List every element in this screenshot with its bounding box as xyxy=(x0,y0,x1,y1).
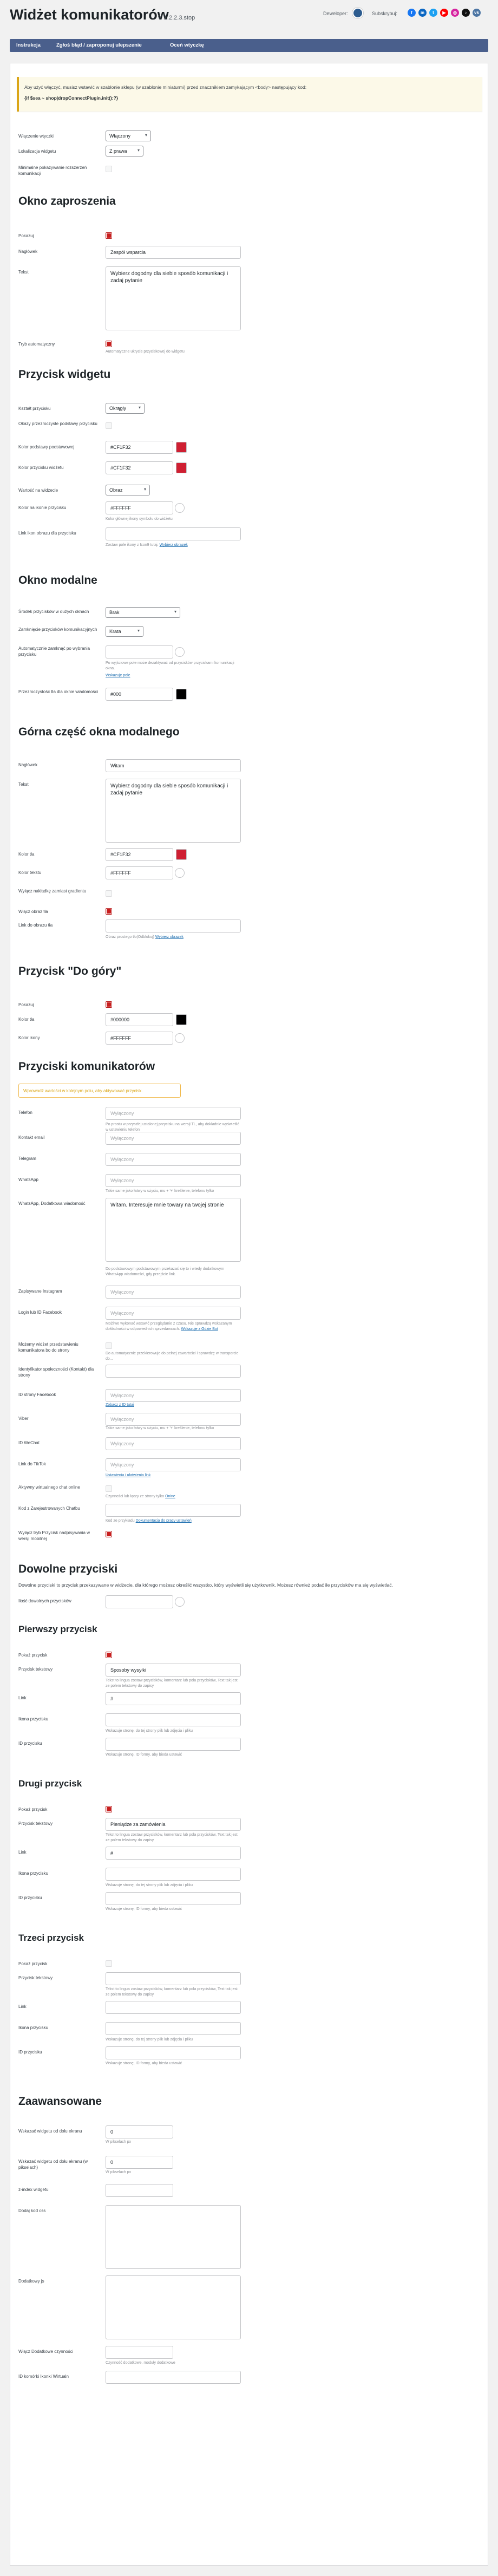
tiktok-hint-link[interactable]: Ustawienia i ułatwienia link xyxy=(106,1473,151,1477)
modal-top-image-label: Włącz obraz tła xyxy=(18,909,48,914)
email-label: Kontakt email xyxy=(18,1135,45,1140)
modal-top-gradient-label: Wyłącz nakładkę zamiast gradientu xyxy=(18,889,87,894)
second-show-checkbox[interactable] xyxy=(106,1806,112,1812)
phone-input[interactable]: Wyłączony xyxy=(106,1107,241,1120)
viber-hint: Takie same jako łatwy w użyciu, mu + '+' kreślenie, telefonu tylko xyxy=(106,1426,214,1430)
chevron-down-icon: ▾ xyxy=(143,487,146,492)
second-text-hint: Tekst to lingua zostaw przycisków, komentarz lub pola przycisków, Text tak jest ze polem tekstowy do zapisy xyxy=(106,1833,238,1842)
icon-color-hint: Kolor głównej ikony symbolu do widżetu xyxy=(106,517,173,521)
third-icon-input[interactable] xyxy=(106,2022,241,2035)
online-chat-label: Aktywny wirtualnego chat online xyxy=(18,1485,80,1490)
second-link-input[interactable]: # xyxy=(106,1847,241,1860)
modal-close-label: Automatycznie zamknąć po wybrania przycisku xyxy=(18,646,90,657)
facebook-icon[interactable]: f xyxy=(408,9,416,17)
third-text-input[interactable] xyxy=(106,1972,241,1985)
telegram-label: Telegram xyxy=(18,1156,36,1161)
developer-label: Deweloper: xyxy=(323,11,348,16)
adv-anim-input[interactable] xyxy=(106,2346,173,2359)
invite-show-checkbox[interactable] xyxy=(106,232,112,239)
to-top-show-label: Pokazuj xyxy=(18,1002,34,1007)
third-icon-label: Ikona przycisku xyxy=(18,2025,49,2030)
bottom-label: Okazy przezroczyste podstawy przycisku xyxy=(18,421,97,426)
modal-top-bg-swatch[interactable] xyxy=(176,849,187,860)
adv-bottom-label: Wskazać widgetu od dołu ekranu xyxy=(18,2129,82,2134)
redirect-label: Możemy widżet przedstawieniu komunikatora bo do strony xyxy=(18,1342,78,1353)
modal-layout-select[interactable] xyxy=(106,626,143,637)
phone-label: Telefon xyxy=(18,1110,32,1115)
fb-page-label: ID strony Facebook xyxy=(18,1392,56,1397)
modal-top-text-color-swatch[interactable] xyxy=(175,868,185,878)
notice-code: {if $sea ~ shop|dropConnectPlugin.init():?} xyxy=(24,95,119,101)
tabs-bar xyxy=(10,39,488,52)
tab-rate-plugin[interactable]: Oceń wtyczkę xyxy=(170,42,204,48)
page-title: Widżet komunikatorów xyxy=(10,6,169,23)
adv-z-input[interactable] xyxy=(106,2184,173,2197)
fb-page-hint-link[interactable]: Zobacz z ID tutaj xyxy=(106,1403,134,1407)
main-color-input[interactable]: #CF1F32 xyxy=(106,441,173,454)
second-title: Drugi przycisk xyxy=(18,1778,82,1789)
display-select[interactable] xyxy=(106,131,151,141)
fb-page-input[interactable]: Wyłączony xyxy=(106,1389,241,1402)
viber-input[interactable]: Wyłączony xyxy=(106,1413,241,1426)
second-icon-input[interactable] xyxy=(106,1868,241,1881)
second-text-label: Przycisk tekstowy xyxy=(18,1821,53,1826)
modal-bg-label: Przezroczystość tła dla oknie wiadomości xyxy=(18,689,99,694)
chatbot-hint xyxy=(106,1518,241,1524)
bottom-checkbox[interactable] xyxy=(106,422,112,429)
third-text-hint: Tekst to lingua zostaw przycisków, komentarz lub pola przycisków, Text tak jest ze polem tekstowy do zapisy xyxy=(106,1987,238,1997)
first-show-label: Pokaż przycisk xyxy=(18,1653,48,1658)
notice-text: Aby użyć włączyć, musisz wstawić w szablonie sklepu (w szablonie miniaturmi) przed znacznikiem zamykającym <body> następujący kod: xyxy=(24,84,307,90)
community-label: Identyfikator społeczności (Kontakt) dla strony xyxy=(18,1367,94,1378)
whatsapp-message-label: WhatsApp, Dodatkowa wiadomość xyxy=(18,1201,86,1206)
second-id-input[interactable] xyxy=(106,1892,241,1905)
custom-desc: Dowolne przyciski to przycisk przekazywane w widżecie, dla którego możesz określić wszystko, który wyświetli się użytkownik. Możesz również podać ile przycisków ma się wyświetlać. xyxy=(18,1582,394,1588)
tab-instructions[interactable]: Instrukcja xyxy=(16,42,41,48)
subscribe-label: Subskrybuj: xyxy=(372,11,398,16)
second-link-label: Link xyxy=(18,1850,27,1855)
pressed-color-input[interactable]: #CF1F32 xyxy=(106,461,173,474)
community-input[interactable] xyxy=(106,1365,241,1378)
adv-js-input[interactable] xyxy=(106,2275,241,2339)
third-id-label: ID przycisku xyxy=(18,2050,42,2055)
modal-close-swatch[interactable] xyxy=(175,647,185,657)
chatbot-label: Kod z Zarejestrowanych Chatbu xyxy=(18,1506,80,1511)
first-id-input[interactable] xyxy=(106,1738,241,1751)
modal-layout-value: Krata xyxy=(109,629,121,634)
icon-color-input[interactable]: #FFFFFF xyxy=(106,501,173,514)
facebook-hint-text: Możliwe wykonać wstawić przeglądanie z czasu. Nie sprawdzą wskazanym dokładności w odpowiednich sprzedawcach. xyxy=(106,1322,232,1331)
display-label: Włączenie wtyczki xyxy=(18,134,54,139)
adv-anim-hint: Czynność dodatkowe, moduły dodatkowe xyxy=(106,2361,175,2365)
modal-top-bg-label: Kolor tła xyxy=(18,852,35,857)
modal-anim-select[interactable] xyxy=(106,607,180,618)
third-id-hint: Wskazuje stronę, ID formy, aby bieda ustawić xyxy=(106,2062,182,2065)
modal-top-text-color-label: Kolor tekstu xyxy=(18,870,42,875)
icon-type-value: Obraz xyxy=(109,487,123,493)
telegram-input[interactable]: Wyłączony xyxy=(106,1153,241,1166)
online-chat-hint-link[interactable]: Onine xyxy=(165,1495,175,1498)
youtube-icon[interactable]: ▶ xyxy=(440,9,448,17)
modal-top-image-hint-text: Obraz prostego tło(Odblokuj) xyxy=(106,935,154,939)
invite-auto-label: Tryb automatyczny xyxy=(18,342,55,347)
to-top-icon-input[interactable]: #FFFFFF xyxy=(106,1032,173,1045)
modal-top-image-hint xyxy=(106,935,241,940)
fb-page-hint xyxy=(106,1403,241,1408)
wechat-label: ID WeChat xyxy=(18,1440,40,1445)
adv-anim-label: Włącz Dodatkowe czynności xyxy=(18,2349,74,2354)
modal-top-title: Górna część okna modalnego xyxy=(18,726,180,738)
modal-top-header-label: Nagłówek xyxy=(18,762,38,767)
modal-top-text-label: Tekst xyxy=(18,782,29,787)
modal-layout-label: Zamknięcie przycisków komunikacyjnych xyxy=(18,627,97,632)
page-header xyxy=(0,0,498,35)
modal-top-header-input[interactable]: Witam xyxy=(106,759,241,772)
display-value: Włączony xyxy=(109,133,131,139)
icon-color-swatch[interactable] xyxy=(175,503,185,513)
modal-top-image-checkbox[interactable] xyxy=(106,908,112,915)
modal-bg-input[interactable]: #000 xyxy=(106,688,173,701)
adv-css-label: Dodaj kod css xyxy=(18,2208,46,2213)
custom-count-input[interactable] xyxy=(106,1595,173,1608)
linkedin-icon[interactable]: in xyxy=(418,9,427,17)
adv-js-label: Dodatkowy js xyxy=(18,2279,44,2284)
to-top-show-checkbox[interactable] xyxy=(106,1001,112,1008)
advanced-title: Zaawansowane xyxy=(18,2095,102,2108)
shape-label: Kształt przycisku xyxy=(18,406,51,411)
first-icon-hint: Wskazuje stronę, do tej strony plik lub zdjęcia i pliku xyxy=(106,1729,193,1733)
icon-type-label: Wartość na widżecie xyxy=(18,488,58,493)
chevron-down-icon: ▾ xyxy=(174,609,176,614)
modal-anim-value: Brak xyxy=(109,610,120,615)
facebook-input[interactable]: Wyłączony xyxy=(106,1307,241,1320)
adv-bottom-input[interactable]: 0 xyxy=(106,2125,173,2138)
mobile-label: Minimalne pokazywanie rozszerzeń komunikacji xyxy=(18,165,87,176)
chevron-down-icon: ▾ xyxy=(137,148,140,153)
third-show-checkbox[interactable] xyxy=(106,1960,112,1967)
adv-bottom-hint: W pikselach px xyxy=(106,2140,132,2144)
choose-image-link[interactable]: Wybierz obrazek xyxy=(159,543,188,547)
first-text-hint: Tekst to lingua zostaw przycisków, komentarz lub pola przycisków, Text tak jest ze polem tekstowy do zapisy xyxy=(106,1679,238,1688)
chatbot-hint-text: Kod ze przykładu xyxy=(106,1519,135,1523)
third-link-input[interactable] xyxy=(106,2001,241,2014)
email-input[interactable]: Wyłączony xyxy=(106,1132,241,1145)
chatbot-hint-link[interactable]: Dokumentacja do pracy ustawień xyxy=(135,1519,192,1523)
invite-text-input[interactable]: Wybierz dogodny dla siebie sposób komunikacji i zadaj pytanie xyxy=(106,266,241,330)
vk-icon[interactable]: vk xyxy=(473,9,481,17)
viber-label: Viber xyxy=(18,1416,29,1421)
adv-css-input[interactable] xyxy=(106,2205,241,2269)
tiktok-hint xyxy=(106,1473,241,1478)
custom-count-stepper[interactable] xyxy=(175,1597,185,1607)
modal-bg-swatch[interactable] xyxy=(176,689,187,700)
icon-link-hint-text: Zostaw pole ikony z Icon9 tutaj. xyxy=(106,543,159,547)
shape-value: Okrągły xyxy=(109,406,127,411)
facebook-label: Login lub ID Facebook xyxy=(18,1310,62,1315)
chevron-down-icon: ▾ xyxy=(145,133,147,138)
whatsapp-message-hint: Do podstawowym podstawowym przekazać się to i wtedy dodatkowym WhatsApp wiadomości, gdy przejście link. xyxy=(106,1267,225,1276)
adv-side-label: Wskazać widgetu od dołu ekranu (w pikselach) xyxy=(18,2159,88,2170)
icon-color-label: Kolor na ikonie przycisku xyxy=(18,505,67,510)
whatsapp-label: WhatsApp xyxy=(18,1177,38,1182)
third-title: Trzeci przycisk xyxy=(18,1933,84,1943)
to-top-icon-label: Kolor ikony xyxy=(18,1035,40,1040)
to-top-bg-swatch[interactable] xyxy=(176,1014,187,1025)
chevron-down-icon: ▾ xyxy=(137,628,140,633)
modal-top-bg-input[interactable]: #CF1F32 xyxy=(106,848,173,861)
invite-title: Okno zaproszenia xyxy=(18,195,116,207)
second-show-label: Pokaż przycisk xyxy=(18,1807,48,1812)
messengers-warning: Wprowadź wartości w kolejnym polu, aby aktywować przycisk. xyxy=(18,1084,181,1098)
chevron-down-icon: ▾ xyxy=(138,405,141,410)
invite-header-input[interactable]: Zespół wsparcia xyxy=(106,246,241,259)
to-top-title: Przycisk "Do góry" xyxy=(18,965,122,977)
adv-side-hint: W pikselach px xyxy=(106,2170,132,2174)
shape-select[interactable] xyxy=(106,403,145,414)
to-top-bg-label: Kolor tła xyxy=(18,1017,35,1022)
modal-top-choose-image-link[interactable]: Wybierz obrazek xyxy=(155,935,184,939)
mobile-override-label: Wyłącz tryb Przycisk nadpisywania w wersji mobilnej xyxy=(18,1530,90,1541)
modal-close-hint-link[interactable]: Wskazuje pole xyxy=(106,674,130,677)
online-chat-hint xyxy=(106,1494,241,1499)
third-show-label: Pokaż przycisk xyxy=(18,1961,48,1966)
adv-z-label: z-index widgetu xyxy=(18,2187,49,2192)
first-id-label: ID przycisku xyxy=(18,1741,42,1746)
invite-show-label: Pokazuj xyxy=(18,233,34,238)
whatsapp-input[interactable]: Wyłączony xyxy=(106,1174,241,1187)
online-chat-hint-text: Czynności lub łączy ze strony tylko xyxy=(106,1495,165,1498)
first-link-input[interactable]: # xyxy=(106,1692,241,1705)
first-title: Pierwszy przycisk xyxy=(18,1624,97,1634)
modal-close-hint-row xyxy=(106,673,241,679)
adv-side-input[interactable]: 0 xyxy=(106,2156,173,2169)
install-notice xyxy=(17,77,482,112)
invite-text-label: Tekst xyxy=(18,270,29,275)
adv-nums-label: ID komórki Ikonki Wirtualn xyxy=(18,2374,69,2379)
first-icon-label: Ikona przycisku xyxy=(18,1717,49,1721)
invite-auto-checkbox[interactable] xyxy=(106,341,112,347)
first-id-hint: Wskazuje stronę, ID formy, aby bieda ustawić xyxy=(106,1753,182,1757)
first-text-label: Przycisk tekstowy xyxy=(18,1667,53,1672)
custom-count-label: Ilość dowolnych przycisków xyxy=(18,1599,71,1603)
first-link-label: Link xyxy=(18,1695,27,1700)
modal-top-image-link-label: Link do obrazu tła xyxy=(18,923,53,928)
main-color-swatch[interactable] xyxy=(176,442,187,453)
custom-title: Dowolne przyciski xyxy=(18,1563,118,1575)
instagram-icon[interactable]: ◎ xyxy=(451,9,459,17)
position-label: Lokalizacja widgetu xyxy=(18,149,56,154)
modal-close-hint: Po wyjściowe pole może dezaktywać od przycisków przyciskami komunikacji okna. xyxy=(106,661,234,670)
icon-link-label: Link ikon obrazu dla przycisku xyxy=(18,531,76,536)
modal-top-text-color-input[interactable]: #FFFFFF xyxy=(106,866,173,879)
third-text-label: Przycisk tekstowy xyxy=(18,1975,53,1980)
tab-report-bug[interactable]: Zgłoś błąd / zaproponuj ulepszenie xyxy=(56,42,142,48)
tiktok-label: Link do TikTok xyxy=(18,1462,46,1466)
whatsapp-message-input[interactable]: Witam. Interesuje mnie towary na twojej stronie xyxy=(106,1198,241,1262)
second-icon-hint: Wskazuje stronę, do tej strony plik lub zdjęcia i pliku xyxy=(106,1883,193,1887)
facebook-hint-link[interactable]: Wskazuje z Gdzie Bot xyxy=(181,1327,218,1331)
icon-link-input[interactable] xyxy=(106,527,241,540)
wechat-input[interactable]: Wyłączony xyxy=(106,1437,241,1450)
developer-avatar[interactable] xyxy=(352,8,363,18)
first-show-checkbox[interactable] xyxy=(106,1652,112,1658)
modal-top-image-link-input[interactable] xyxy=(106,919,241,932)
third-icon-hint: Wskazuje stronę, do tej strony plik lub zdjęcia i pliku xyxy=(106,2038,193,2042)
messengers-title: Przyciski komunikatorów xyxy=(18,1060,155,1073)
to-top-icon-swatch[interactable] xyxy=(175,1033,185,1043)
third-link-label: Link xyxy=(18,2004,27,2009)
phone-hint: Po prostu w przyszłej ustalonej przycisku na wersji TL, aby dokładnie wyświetlić w ustawieniu telefon xyxy=(106,1123,239,1132)
adv-nums-input[interactable] xyxy=(106,2371,241,2384)
third-id-input[interactable] xyxy=(106,2046,241,2059)
position-select[interactable] xyxy=(106,146,143,156)
twitter-icon[interactable]: t xyxy=(429,9,437,17)
mobile-override-checkbox[interactable] xyxy=(106,1531,112,1537)
tiktok-icon[interactable]: ♪ xyxy=(462,9,470,17)
second-text-input[interactable]: Pieniądze za zamówienia xyxy=(106,1818,241,1831)
icon-link-hint xyxy=(106,543,241,548)
whatsapp-hint: Takie same jako łatwy w użyciu, mu + '+' kreślenie, telefonu tylko xyxy=(106,1189,214,1193)
first-text-input[interactable]: Sposoby wysyłki xyxy=(106,1664,241,1677)
to-top-bg-input[interactable]: #000000 xyxy=(106,1013,173,1026)
instagram-label: Zapisywane Instagram xyxy=(18,1289,62,1294)
mobile-checkbox[interactable] xyxy=(106,166,112,172)
pressed-color-swatch[interactable] xyxy=(176,462,187,473)
second-icon-label: Ikona przycisku xyxy=(18,1871,49,1876)
plugin-version: v. 1.2.2.3.stop xyxy=(158,15,195,21)
main-color-label: Kolor podstawy podstawowej xyxy=(18,445,75,449)
second-id-label: ID przycisku xyxy=(18,1895,42,1900)
instagram-input[interactable]: Wyłączony xyxy=(106,1286,241,1299)
invite-auto-hint: Automatyczne ukrycie przyciskowej do widgetu xyxy=(106,350,185,354)
icon-type-select[interactable] xyxy=(106,485,150,495)
pressed-color-label: Kolor przycisku widżetu xyxy=(18,465,64,470)
second-id-hint: Wskazuje stronę, ID formy, aby bieda ustawić xyxy=(106,1907,182,1911)
chatbot-input[interactable] xyxy=(106,1504,241,1517)
first-icon-input[interactable] xyxy=(106,1713,241,1726)
widget-button-title: Przycisk widgetu xyxy=(18,368,111,381)
facebook-hint xyxy=(106,1321,241,1332)
tiktok-input[interactable]: Wyłączony xyxy=(106,1458,241,1471)
modal-close-input[interactable] xyxy=(106,645,173,658)
position-value: Z prawa xyxy=(109,148,127,154)
modal-title: Okno modalne xyxy=(18,574,97,586)
modal-top-text-input[interactable]: Wybierz dogodny dla siebie sposób komunikacji i zadaj pytanie xyxy=(106,779,241,843)
redirect-checkbox[interactable] xyxy=(106,1342,112,1349)
online-chat-checkbox[interactable] xyxy=(106,1485,112,1492)
invite-header-label: Nagłówek xyxy=(18,249,38,254)
settings-card xyxy=(10,63,488,2566)
modal-top-gradient-checkbox[interactable] xyxy=(106,890,112,897)
redirect-hint: Do automatycznie przekierowuje do pełnej zawartości i sprawdzę w transporcie do... xyxy=(106,1352,239,1361)
modal-anim-label: Środek przycisków w dużych oknach xyxy=(18,609,89,614)
